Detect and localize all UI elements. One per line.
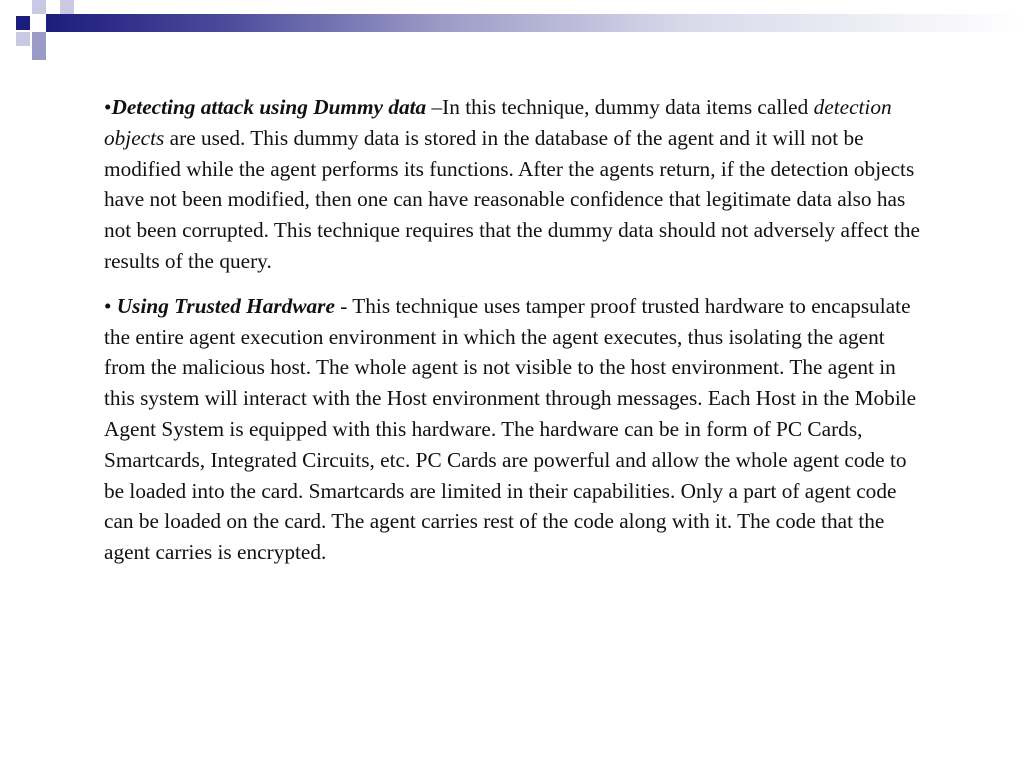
bullet-paragraph [104, 92, 924, 277]
decor-square-light [60, 0, 74, 14]
slide-body [104, 92, 924, 582]
bullet-text: are used. This dummy data is stored in the database of the agent and it will not be modified while the agent performs its functions. After the agents return, if the detection objects have not been modified, then one can have reasonable confidence that legitimate data also has not been corrupted. This technique requires that the dummy data should not adversely affect the results of the query. [104, 125, 920, 273]
decor-square-mid [32, 46, 46, 60]
decor-square-light [32, 0, 46, 14]
header-gradient-bar [46, 14, 1024, 32]
italic-phrase: detection objects [104, 95, 892, 150]
decor-square-mid [32, 32, 46, 46]
bullet-glyph: • [104, 95, 112, 119]
decor-square-navy [16, 16, 30, 30]
bullet-text: –In this technique, dummy data items called [426, 95, 814, 119]
bullet-paragraph [104, 291, 924, 568]
bullet-term: Detecting attack using Dummy data [111, 95, 427, 119]
decor-square-light [16, 32, 30, 46]
bullet-glyph: • [104, 293, 117, 318]
bullet-term: Using Trusted Hardware [116, 293, 335, 318]
bullet-text: - This technique uses tamper proof trusted hardware to encapsulate the entire agent execution environment in which the agent executes, thus isolating the agent from the malicious host. The whole agent is not visible to the host environment. The agent in this system will interact with the Host environment through messages. Each Host in the Mobile Agent System is equipped with this hardware. The hardware can be in form of PC Cards, Smartcards, Integrated Circuits, etc. PC Cards are powerful and allow the whole agent code to be loaded into the card. Smartcards are limited in their capabilities. Only a part of agent code can be loaded on the card. The agent carries rest of the code along with it. The code that the agent carries is encrypted. [104, 293, 917, 565]
